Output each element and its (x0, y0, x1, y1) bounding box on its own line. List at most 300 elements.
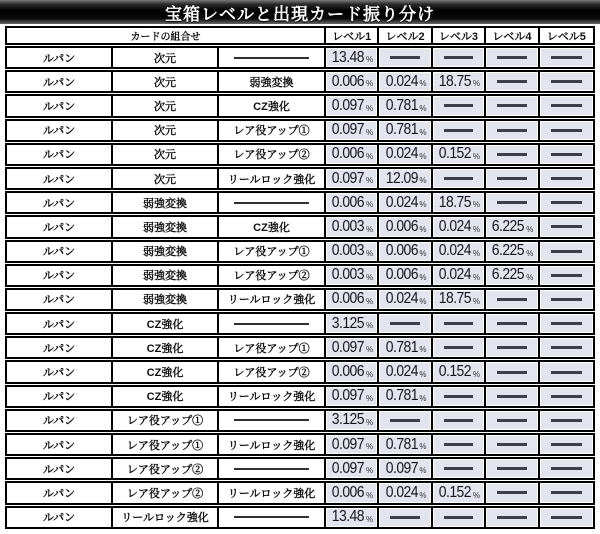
level-value-cell (326, 314, 379, 333)
percent-sign: % (366, 176, 374, 186)
empty-dash (497, 298, 527, 301)
empty-dash (497, 322, 527, 325)
percent-sign: % (419, 490, 427, 500)
percent-sign: % (366, 345, 374, 355)
percent-value: 0.097 (332, 435, 365, 453)
card-combo-cell: CZ強化 (113, 387, 219, 406)
percent-value: 6.225 (492, 266, 525, 284)
level-value-cell (326, 483, 379, 502)
percent-sign: % (366, 490, 374, 500)
empty-dash (444, 395, 474, 398)
empty-dash (497, 201, 527, 204)
card-combo-cell: ルパン (7, 72, 113, 91)
level-value-cell (433, 242, 486, 261)
percent-value: 0.097 (385, 459, 418, 477)
level-value-cell (486, 314, 539, 333)
table-row (5, 481, 595, 504)
card-combo-cell: リールロック強化 (219, 290, 326, 309)
percent-value: 0.152 (438, 145, 472, 163)
level-header-cell-2: レベル2 (379, 28, 432, 43)
level-value-cell (540, 387, 593, 406)
empty-dash (551, 322, 582, 325)
level-value-cell (540, 193, 593, 212)
empty-dash (497, 443, 527, 446)
percent-value: 13.48 (332, 48, 365, 66)
empty-dash (444, 346, 474, 349)
level-value-cell (379, 290, 432, 309)
empty-dash (444, 56, 474, 59)
level-header-cell-3: レベル3 (433, 28, 486, 43)
page-title: 宝箱レベルと出現カード振り分け (0, 0, 600, 24)
empty-dash (497, 80, 527, 83)
card-combo-cell: レア役アップ② (113, 459, 219, 478)
card-combo-cell: 弱強変換 (113, 217, 219, 236)
empty-dash (551, 419, 582, 422)
percent-sign: % (366, 151, 374, 161)
empty-dash (444, 129, 474, 132)
table-row (5, 240, 595, 263)
table-row (5, 288, 595, 311)
level-value-cell (379, 266, 432, 285)
empty-dash (234, 57, 310, 59)
card-combo-cell: ルパン (7, 508, 113, 527)
level-value-cell (379, 435, 432, 454)
percent-sign: % (366, 514, 374, 524)
percent-value: 6.225 (492, 217, 525, 235)
percent-sign: % (419, 297, 427, 307)
level-value-cell (540, 290, 593, 309)
card-combo-cell: 次元 (113, 121, 219, 140)
card-combo-cell: 次元 (113, 72, 219, 91)
level-value-cell (540, 121, 593, 140)
percent-sign: % (366, 200, 374, 210)
card-combo-cell: リールロック強化 (219, 483, 326, 502)
percent-sign: % (366, 297, 374, 307)
level-value-cell (486, 121, 539, 140)
empty-dash (234, 202, 310, 204)
card-combo-cell: ルパン (7, 314, 113, 333)
level-value-cell (540, 508, 593, 527)
table-row (5, 70, 595, 93)
empty-dash (444, 443, 474, 446)
table-row (5, 143, 595, 166)
card-combo-cell: 次元 (113, 169, 219, 188)
level-value-cell (540, 338, 593, 357)
percent-sign: % (366, 442, 374, 452)
level-value-cell (379, 242, 432, 261)
card-combo-cell: ルパン (7, 387, 113, 406)
percent-sign: % (366, 103, 374, 113)
percent-sign: % (366, 393, 374, 403)
card-combo-cell: 弱強変換 (113, 242, 219, 261)
percent-value: 0.006 (332, 483, 365, 501)
level-value-cell (326, 169, 379, 188)
level-value-cell (379, 338, 432, 357)
table-row (5, 433, 595, 456)
percent-sign: % (419, 369, 427, 379)
empty-dash (551, 467, 582, 470)
card-combo-cell: ルパン (7, 362, 113, 381)
level-value-cell (486, 411, 539, 430)
level-value-cell (540, 145, 593, 164)
table-row (5, 94, 595, 117)
card-combo-cell (219, 314, 326, 333)
level-value-cell (433, 72, 486, 91)
percent-value: 0.152 (438, 483, 472, 501)
empty-dash (551, 104, 582, 107)
card-combo-cell: ルパン (7, 483, 113, 502)
level-value-cell (486, 96, 539, 115)
table-row (5, 312, 595, 335)
empty-dash (444, 467, 474, 470)
percent-value: 0.097 (332, 338, 365, 356)
percent-sign: % (472, 297, 480, 307)
level-value-cell (433, 338, 486, 357)
level-value-cell (540, 314, 593, 333)
level-value-cell (486, 217, 539, 236)
empty-dash (234, 419, 310, 421)
percent-value: 12.09 (385, 169, 418, 187)
level-value-cell (540, 362, 593, 381)
card-combo-cell: CZ強化 (219, 96, 326, 115)
card-combo-cell: CZ強化 (113, 362, 219, 381)
level-value-cell (433, 217, 486, 236)
percent-value: 0.006 (385, 266, 418, 284)
card-combo-cell: ルパン (7, 338, 113, 357)
percent-sign: % (526, 248, 534, 258)
level-value-cell (326, 459, 379, 478)
card-combo-cell: ルパン (7, 290, 113, 309)
level-value-cell (379, 121, 432, 140)
percent-sign: % (419, 466, 427, 476)
level-value-cell (540, 435, 593, 454)
card-combo-cell: リールロック強化 (113, 508, 219, 527)
card-combo-cell: ルパン (7, 242, 113, 261)
empty-dash (497, 129, 527, 132)
level-value-cell (326, 362, 379, 381)
empty-dash (497, 467, 527, 470)
empty-dash (444, 177, 474, 180)
level-value-cell (433, 411, 486, 430)
percent-value: 0.024 (438, 217, 472, 235)
percent-value: 0.781 (385, 96, 418, 114)
empty-dash (551, 491, 582, 494)
empty-dash (390, 419, 420, 422)
percent-sign: % (366, 248, 374, 258)
level-value-cell (326, 242, 379, 261)
level-value-cell (433, 459, 486, 478)
card-combo-cell (219, 411, 326, 430)
level-value-cell (433, 290, 486, 309)
card-combo-cell: ルパン (7, 459, 113, 478)
card-combo-cell: 弱強変換 (219, 72, 326, 91)
card-combo-cell (219, 508, 326, 527)
level-value-cell (433, 435, 486, 454)
combo-header-cell: カードの組合せ (7, 28, 326, 43)
level-value-cell (379, 362, 432, 381)
percent-sign: % (366, 55, 374, 65)
level-value-cell (326, 217, 379, 236)
card-combo-cell: CZ強化 (113, 338, 219, 357)
empty-dash (390, 516, 420, 519)
card-combo-cell: ルパン (7, 266, 113, 285)
percent-value: 18.75 (438, 290, 472, 308)
percent-value: 0.024 (385, 483, 418, 501)
percent-value: 0.024 (438, 266, 472, 284)
level-value-cell (486, 362, 539, 381)
card-combo-cell: 次元 (113, 145, 219, 164)
percent-sign: % (472, 490, 480, 500)
percent-value: 0.006 (332, 363, 365, 381)
table-row (5, 457, 595, 480)
percent-sign: % (366, 272, 374, 282)
empty-dash (390, 56, 420, 59)
card-combo-cell: 次元 (113, 48, 219, 67)
table-row (5, 191, 595, 214)
empty-dash (497, 153, 527, 156)
empty-dash (234, 468, 310, 470)
table-row (5, 215, 595, 238)
card-combo-cell: ルパン (7, 145, 113, 164)
percent-sign: % (419, 272, 427, 282)
level-value-cell (486, 266, 539, 285)
table-body (5, 46, 595, 529)
empty-dash (551, 80, 582, 83)
level-value-cell (379, 72, 432, 91)
percent-sign: % (366, 418, 374, 427)
empty-dash (551, 395, 582, 398)
level-value-cell (540, 242, 593, 261)
level-value-cell (379, 314, 432, 333)
card-combo-cell: ルパン (7, 217, 113, 236)
card-combo-cell: ルパン (7, 96, 113, 115)
level-value-cell (540, 217, 593, 236)
percent-value: 0.006 (385, 217, 418, 235)
empty-dash (234, 516, 310, 518)
level-value-cell (540, 411, 593, 430)
percent-value: 0.024 (385, 363, 418, 381)
table-row (5, 264, 595, 287)
empty-dash (551, 443, 582, 446)
empty-dash (551, 298, 582, 301)
percent-value: 0.781 (385, 121, 418, 139)
percent-value: 0.781 (385, 435, 418, 453)
card-combo-cell: レア役アップ① (219, 338, 326, 357)
level-value-cell (540, 169, 593, 188)
level-value-cell (379, 483, 432, 502)
card-combo-cell: CZ強化 (219, 217, 326, 236)
card-combo-cell: レア役アップ② (219, 362, 326, 381)
empty-dash (497, 177, 527, 180)
level-value-cell (379, 96, 432, 115)
level-value-cell (379, 145, 432, 164)
percent-sign: % (419, 393, 427, 403)
level-value-cell (379, 459, 432, 478)
level-value-cell (486, 48, 539, 67)
level-value-cell (326, 508, 379, 527)
level-value-cell (486, 435, 539, 454)
level-value-cell (326, 435, 379, 454)
card-combo-cell: ルパン (7, 411, 113, 430)
empty-dash (551, 177, 582, 180)
percent-value: 3.125 (332, 411, 365, 429)
percent-value: 0.006 (332, 193, 365, 211)
level-value-cell (486, 72, 539, 91)
empty-dash (551, 516, 582, 519)
percent-value: 0.097 (332, 121, 365, 139)
level-value-cell (433, 387, 486, 406)
percent-sign: % (419, 442, 427, 452)
card-combo-cell: リールロック強化 (219, 387, 326, 406)
card-combo-cell: ルパン (7, 121, 113, 140)
percent-sign: % (419, 176, 427, 186)
percent-sign: % (472, 369, 480, 379)
level-value-cell (540, 266, 593, 285)
card-combo-cell (219, 193, 326, 212)
percent-sign: % (472, 200, 480, 210)
percent-sign: % (366, 369, 374, 379)
card-combo-cell: ルパン (7, 169, 113, 188)
level-value-cell (433, 508, 486, 527)
empty-dash (551, 346, 582, 349)
percent-value: 0.006 (332, 145, 365, 163)
percent-sign: % (366, 466, 374, 476)
empty-dash (497, 346, 527, 349)
card-combo-cell: 弱強変換 (113, 193, 219, 212)
level-value-cell (379, 48, 432, 67)
table-row (5, 167, 595, 190)
percent-value: 18.75 (438, 193, 472, 211)
empty-dash (234, 323, 310, 325)
level-value-cell (379, 508, 432, 527)
percent-sign: % (472, 272, 480, 282)
empty-dash (497, 395, 527, 398)
level-value-cell (486, 459, 539, 478)
percent-sign: % (419, 79, 427, 89)
percent-value: 0.024 (385, 145, 418, 163)
percent-sign: % (366, 321, 374, 331)
level-value-cell (486, 169, 539, 188)
empty-dash (497, 56, 527, 59)
percent-value: 0.781 (385, 387, 418, 405)
card-combo-cell (219, 459, 326, 478)
level-value-cell (486, 290, 539, 309)
level-value-cell (486, 193, 539, 212)
percent-value: 0.006 (332, 290, 365, 308)
card-combo-cell: レア役アップ① (219, 242, 326, 261)
card-combo-cell (219, 48, 326, 67)
card-combo-cell: レア役アップ② (113, 483, 219, 502)
percent-value: 0.003 (332, 242, 365, 260)
percent-value: 0.003 (332, 217, 365, 235)
table-header-row (5, 26, 595, 45)
level-value-cell (326, 387, 379, 406)
card-combo-cell: リールロック強化 (219, 169, 326, 188)
card-combo-cell: 次元 (113, 96, 219, 115)
percent-sign: % (419, 151, 427, 161)
level-value-cell (379, 387, 432, 406)
level-value-cell (379, 217, 432, 236)
level-value-cell (433, 145, 486, 164)
level-value-cell (433, 314, 486, 333)
level-value-cell (486, 387, 539, 406)
percent-sign: % (472, 79, 480, 89)
level-value-cell (326, 266, 379, 285)
card-combo-cell: リールロック強化 (219, 435, 326, 454)
card-combo-cell: レア役アップ① (113, 411, 219, 430)
percent-sign: % (419, 248, 427, 258)
level-value-cell (326, 193, 379, 212)
percent-value: 0.024 (385, 290, 418, 308)
level-value-cell (433, 362, 486, 381)
level-value-cell (433, 266, 486, 285)
percent-sign: % (419, 103, 427, 113)
level-value-cell (486, 338, 539, 357)
percent-sign: % (419, 200, 427, 210)
card-combo-cell: レア役アップ② (219, 145, 326, 164)
empty-dash (551, 153, 582, 156)
empty-dash (551, 250, 582, 253)
percent-sign: % (366, 79, 374, 89)
level-value-cell (326, 338, 379, 357)
level-header-cell-5: レベル5 (546, 30, 586, 43)
empty-dash (497, 516, 527, 519)
level-value-cell (379, 193, 432, 212)
level-value-cell (433, 121, 486, 140)
card-combo-cell: 弱強変換 (113, 266, 219, 285)
level-value-cell (540, 48, 593, 67)
distribution-table (5, 26, 595, 529)
percent-sign: % (526, 224, 534, 234)
level-value-cell (486, 145, 539, 164)
level-value-cell (540, 459, 593, 478)
percent-sign: % (472, 224, 480, 234)
empty-dash (497, 371, 527, 374)
empty-dash (497, 104, 527, 107)
level-value-cell (326, 48, 379, 67)
percent-value: 6.225 (492, 242, 525, 260)
level-value-cell (326, 145, 379, 164)
empty-dash (390, 322, 420, 325)
percent-sign: % (419, 224, 427, 234)
percent-sign: % (366, 127, 374, 137)
percent-value: 0.152 (438, 363, 472, 381)
empty-dash (444, 322, 474, 325)
level-value-cell (326, 411, 379, 430)
percent-sign: % (472, 248, 480, 258)
percent-value: 3.125 (332, 314, 365, 332)
table-row (5, 336, 595, 359)
percent-value: 0.781 (385, 338, 418, 356)
empty-dash (497, 419, 527, 422)
level-value-cell (379, 169, 432, 188)
level-value-cell (433, 48, 486, 67)
empty-dash (444, 419, 474, 422)
level-value-cell (433, 169, 486, 188)
percent-value: 0.097 (332, 96, 365, 114)
percent-sign: % (472, 151, 480, 161)
level-header-cell-4: レベル4 (486, 28, 539, 43)
percent-value: 0.024 (385, 193, 418, 211)
percent-sign: % (419, 345, 427, 355)
level-value-cell (540, 483, 593, 502)
table-row (5, 506, 595, 529)
table-row (5, 119, 595, 142)
percent-value: 0.024 (438, 242, 472, 260)
empty-dash (551, 274, 582, 277)
table-row (5, 46, 595, 69)
percent-value: 0.006 (332, 72, 365, 90)
